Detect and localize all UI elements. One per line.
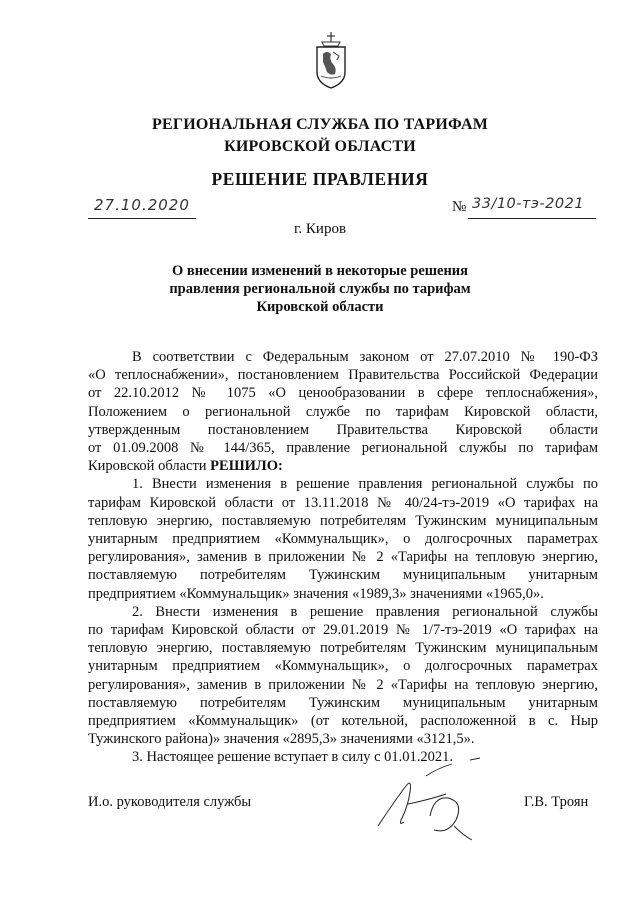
text-line: от 01.09.2008 № 144/365, правление региональной службы по тарифам: [88, 440, 598, 457]
preamble: [88, 348, 598, 475]
subject-line-3: Кировской области: [256, 299, 384, 315]
text-line: предприятием «Коммунальщик» значения «1989,3» значениями «1965,0».: [88, 585, 544, 602]
text-line: унитарным предприятием «Коммунальщик», о долгосрочных параметрах: [88, 531, 598, 548]
text-line: тарифам Кировской области от 13.11.2018 № 40/24-тэ-2019 «О тарифах на: [88, 494, 598, 511]
handwritten-number: 33/10-тэ-2021: [472, 196, 585, 212]
number-label: №: [452, 199, 467, 215]
text-line: поставляемую потребителям Тужинским муниципальным унитарным: [88, 694, 598, 711]
signatory-title: И.о. руководителя службы: [88, 794, 252, 810]
organization-line-1: РЕГИОНАЛЬНАЯ СЛУЖБА ПО ТАРИФАМ: [151, 116, 489, 133]
text-line: Тужинского района)» значения «2895,3» значениями «3121,5».: [88, 731, 475, 748]
text-line: «О теплоснабжении», постановлением Правительства Российской Федерации: [88, 367, 598, 384]
text-line: тепловую энергию, поставляемую потребителям Тужинским муниципальным: [88, 640, 598, 657]
text-line: поставляемую потребителям Тужинским муниципальным унитарным: [88, 567, 598, 584]
organization-line-2: КИРОВСКОЙ ОБЛАСТИ: [224, 138, 416, 155]
date-field: [88, 194, 196, 219]
coat-of-arms-icon: [313, 30, 349, 90]
text-line: по тарифам Кировской области от 29.01.2019 № 1/7-тэ-2019 «О тарифах на: [88, 622, 598, 639]
item-2: [88, 603, 598, 749]
text-line: 1. Внести изменения в решение правления региональной службы по: [132, 476, 598, 493]
number-field: [468, 194, 596, 219]
item-1: [88, 475, 598, 602]
text-line: регулирования», заменив в приложении № 2 «Тарифы на тепловую энергию,: [88, 549, 598, 566]
document-type: РЕШЕНИЕ ПРАВЛЕНИЯ: [211, 169, 429, 189]
text-line: регулирования», заменив в приложении № 2 «Тарифы на тепловую энергию,: [88, 676, 598, 693]
subject-line-2: правления региональной службы по тарифам: [169, 281, 471, 297]
city: г. Киров: [293, 221, 347, 237]
resolved-keyword: РЕШИЛО:: [210, 458, 283, 475]
item-3: [88, 748, 598, 766]
text-line: 2. Внести изменения в решение правления региональной службы: [132, 603, 598, 620]
text-line: от 22.10.2012 № 1075 «О ценообразовании в сфере теплоснабжения»,: [88, 385, 598, 402]
text-line: 3. Настоящее решение вступает в силу с 01.01.2021.: [132, 749, 454, 766]
document-subject: [0, 262, 640, 316]
handwritten-date: 27.10.2020: [94, 196, 190, 214]
subject-line-1: О внесении изменений в некоторые решения: [171, 263, 469, 279]
text-line: унитарным предприятием «Коммунальщик», о долгосрочных параметрах: [88, 658, 598, 675]
handwritten-signature: [368, 756, 488, 856]
text-line: предприятием «Коммунальщик» (от котельной, расположенной в с. Ныр: [88, 713, 598, 730]
organization-name: [0, 114, 640, 158]
text-line: Кировской области РЕШИЛО:: [88, 458, 283, 475]
text-line: В соответствии с Федеральным законом от 27.07.2010 № 190-ФЗ: [132, 349, 598, 365]
document-body: [88, 348, 598, 767]
text-line: утвержденным постановлением Правительства Кировской области: [88, 421, 598, 438]
text-line: тепловую энергию, поставляемую потребителям Тужинским муниципальным: [88, 512, 598, 529]
text-line: Положением о региональной службе по тарифам Кировской области,: [88, 403, 598, 420]
signatory-name: Г.В. Троян: [524, 794, 589, 810]
